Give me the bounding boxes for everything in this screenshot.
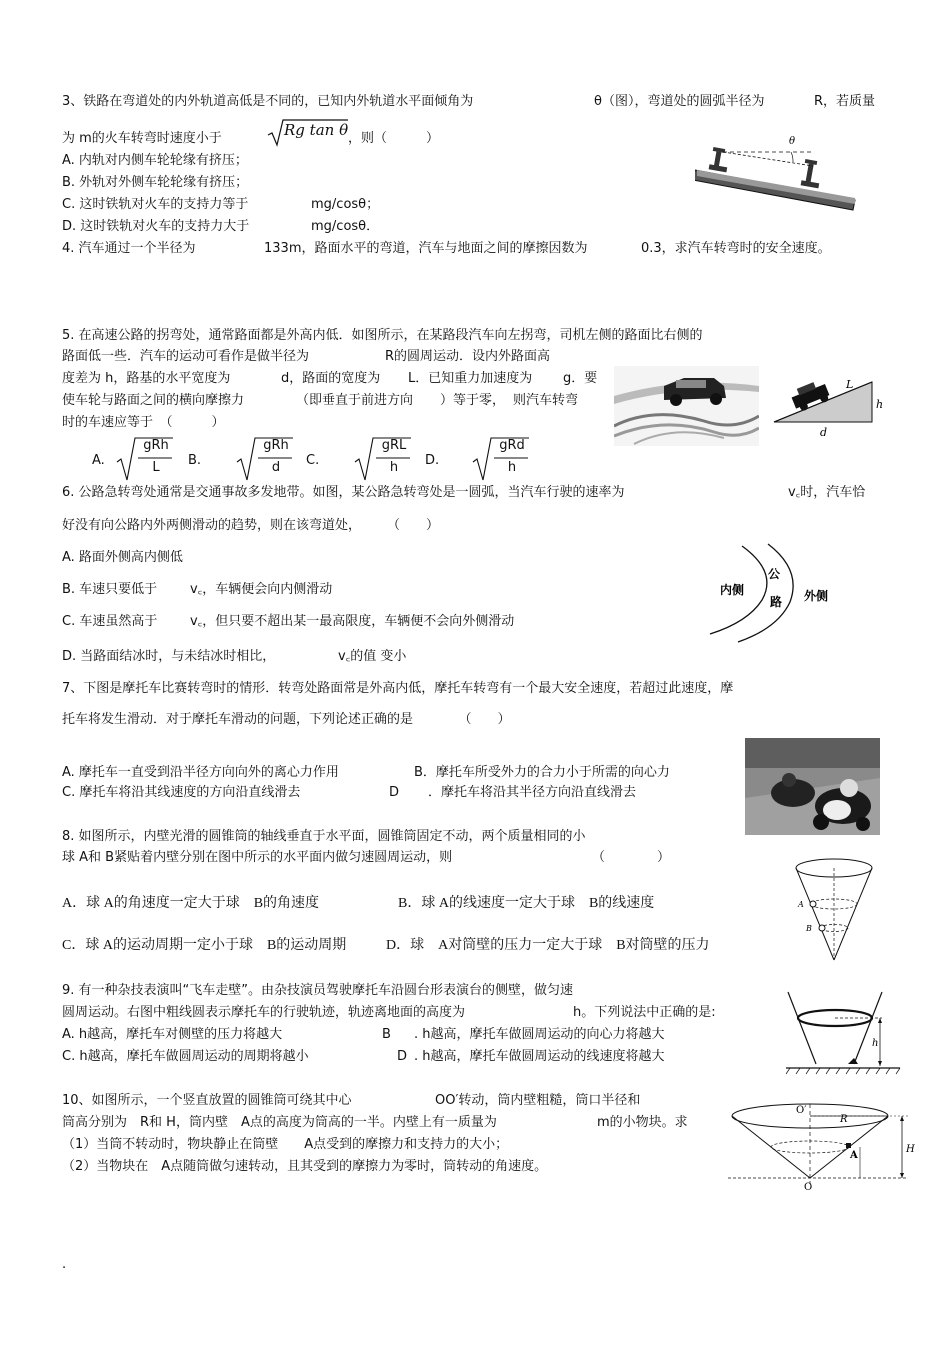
q8-option-b: B．球 A的线速度一定大于球 B的线速度 <box>398 896 655 911</box>
cone-A-label: A <box>798 900 804 909</box>
q3-line1-b: θ（图），弯道处的圆弧半径为 <box>594 94 765 109</box>
q6-option-d-a: D. 当路面结冰时，与未结冰时相比， <box>62 649 276 664</box>
q5-line3-d: g．要 <box>563 371 598 386</box>
q5-line4-a: 使车轮与路面之间的横向摩擦力 <box>62 393 245 408</box>
q3-option-d-a: D. 这时铁轨对火车的支持力大于 <box>62 219 250 234</box>
q5-option-d-label: D. <box>425 453 440 468</box>
rail-theta-label: θ <box>789 136 796 147</box>
q5-line3-c: L．已知重力加速度为 <box>408 371 533 386</box>
q6-line2: 好没有向公路内外两侧滑动的趋势，则在该弯道处， （ ） <box>62 518 440 533</box>
q5-option-a-num: gRh <box>143 438 169 453</box>
q5-line2-b: R的圆周运动．设内外路面高 <box>385 349 551 364</box>
q7-option-a: A. 摩托车一直受到沿半径方向向外的离心力作用 <box>62 765 339 780</box>
q4-b: 133m，路面水平的弯道，汽车与地面之间的摩擦因数为 <box>264 241 588 256</box>
q3-option-a: A. 内轨对内侧车轮轮缘有挤压； <box>62 153 248 168</box>
q4-a: 4. 汽车通过一个半径为 <box>62 241 196 256</box>
cone-H-label: H <box>906 1144 915 1155</box>
q5-line1: 5. 在高速公路的拐弯处，通常路面都是外高内低．如图所示，在某路段汽车向左拐弯，司机左侧的路面比右侧的 <box>62 328 703 343</box>
q9-line2-b: h。下列说法中正确的是: <box>573 1005 716 1020</box>
q6-option-b-b: v꜀，车辆便会向内侧滑动 <box>190 582 333 597</box>
q3-line1-a: 3、铁路在弯道处的内外轨道高低是不同的，已知内外轨道水平面倾角为 <box>62 94 474 109</box>
road-outer-label: 外侧 <box>804 589 829 603</box>
q9-option-b-b: . h越高，摩托车做圆周运动的向心力将越大 <box>414 1027 665 1042</box>
q10-line3: （1）当筒不转动时，物块静止在筒壁 A点受到的摩擦力和支持力的大小； <box>62 1137 509 1152</box>
cone-R-label: R <box>840 1114 848 1125</box>
cone-O-prime-label: O′ <box>796 1105 807 1116</box>
q9-line2-a: 圆周运动。右图中粗线圆表示摩托车的行驶轨迹，轨迹离地面的高度为 <box>62 1005 466 1020</box>
q5-line3-b: d，路面的宽度为 <box>281 371 381 386</box>
q8-option-c: C．球 A的运动周期一定小于球 B的运动周期 <box>62 938 347 953</box>
q9-line1: 9. 有一种杂技表演叫“飞车走壁”。由杂技演员驾驶摩托车沿圆台形表演台的侧壁，做匀速 <box>62 983 574 998</box>
q6-line1-a: 6. 公路急转弯处通常是交通事故多发地带。如图，某公路急转弯处是一圆弧，当汽车行驶的速率为 <box>62 485 625 500</box>
q5-line5: 时的车速应等于 （ ） <box>62 415 225 430</box>
q8-line2-b: （ ） <box>592 850 671 865</box>
cone-figure <box>792 854 876 964</box>
q3-line2-a: 为 m的火车转弯时速度小于 <box>62 131 222 146</box>
q7-option-d-b: ．摩托车将沿其半径方向沿直线滑去 <box>428 785 637 800</box>
q6-option-d-b: v꜀的值 变小 <box>338 649 407 664</box>
q5-option-c-den: h <box>389 460 399 475</box>
cone-B-label: B <box>806 924 812 933</box>
q4-c: 0.3，求汽车转弯时的安全速度。 <box>641 241 831 256</box>
q6-option-b-a: B. 车速只要低于 <box>62 582 158 597</box>
q9-option-d-a: D <box>397 1049 408 1064</box>
q5-option-d-den: h <box>507 460 517 475</box>
q10-line2-a: 筒高分别为 R和 H，筒内壁 A点的高度为筒高的一半。内壁上有一质量为 <box>62 1115 497 1130</box>
q5-option-c-label: C. <box>306 453 320 468</box>
q5-line2-a: 路面低一些．汽车的运动可看作是做半径为 <box>62 349 310 364</box>
q3-option-d-b: mg/cosθ． <box>311 219 380 234</box>
car-turning-photo <box>614 366 759 446</box>
q9-option-b-a: B <box>382 1027 391 1042</box>
q3-option-c-a: C. 这时铁轨对火车的支持力等于 <box>62 197 249 212</box>
road-char-1: 公 <box>768 567 781 581</box>
q6-option-c-b: v꜀，但只要不超出某一最高限度，车辆便不会向外侧滑动 <box>190 614 515 629</box>
wall-ride-h-label: h <box>872 1038 879 1049</box>
q8-option-d: D．球 A对筒壁的压力一定大于球 B对筒壁的压力 <box>386 938 710 953</box>
q5-option-a-label: A. <box>92 453 105 468</box>
q3-option-c-b: mg/cosθ； <box>311 197 380 212</box>
q8-line2-a: 球 A和 B紧贴着内壁分别在图中所示的水平面内做匀速圆周运动，则 <box>62 850 453 865</box>
incline-h-label: h <box>876 398 884 411</box>
q10-line2-b: m的小物块。求 <box>597 1115 688 1130</box>
q3-line1 <box>62 93 473 111</box>
q5-line4-c: ）等于零， <box>440 393 506 408</box>
q5-option-c-num: gRL <box>381 438 407 453</box>
q10-line1-a: 10、如图所示，一个竖直放置的圆锥筒可绕其中心 <box>62 1093 352 1108</box>
q5-option-b-den: d <box>271 460 281 475</box>
q7-option-b: B．摩托车所受外力的合力小于所需的向心力 <box>414 765 670 780</box>
q5-option-b-num: gRh <box>263 438 289 453</box>
q9-option-c: C. h越高，摩托车做圆周运动的周期将越小 <box>62 1049 309 1064</box>
q8-option-a: A．球 A的角速度一定大于球 B的角速度 <box>62 896 320 911</box>
q7-option-c: C. 摩托车将沿其线速度的方向沿直线滑去 <box>62 785 301 800</box>
motorcycle-race-photo <box>745 738 880 835</box>
q3-line1-c: R，若质量 <box>814 94 876 109</box>
q5-line3-a: 度差为 h，路基的水平宽度为 <box>62 371 231 386</box>
cone-O-label: O <box>804 1182 813 1192</box>
rail-track-figure <box>695 130 860 212</box>
rotating-cone-figure <box>728 1100 923 1192</box>
incline-figure <box>764 372 886 442</box>
road-char-2: 路 <box>770 595 783 609</box>
q10-line4: （2）当物块在 A点随筒做匀速转动，且其受到的摩擦力为零时，筒转动的角速度。 <box>62 1159 548 1174</box>
q5-option-b-label: B. <box>188 453 202 468</box>
q7-line2: 托车将发生滑动．对于摩托车滑动的问题，下列论述正确的是 （ ） <box>62 712 511 727</box>
curved-road-figure <box>700 542 850 644</box>
q6-option-c-a: C. 车速虽然高于 <box>62 614 158 629</box>
q5-option-a-den: L <box>152 460 160 475</box>
page-footer-dot: . <box>62 1257 67 1272</box>
q7-option-d-a: D <box>389 785 400 800</box>
q5-line4-d: 则汽车转弯 <box>513 393 579 408</box>
q10-line1-b: OO′转动，筒内壁粗糙，筒口半径和 <box>435 1093 641 1108</box>
incline-L-label: L <box>846 378 854 391</box>
q6-option-a: A. 路面外侧高内侧低 <box>62 550 183 565</box>
q6-line1-b: v꜀时，汽车恰 <box>788 485 866 500</box>
q5-line4-b: （即垂直于前进方向 <box>296 393 414 408</box>
road-inner-label: 内侧 <box>720 583 745 597</box>
wall-ride-figure <box>782 988 902 1078</box>
q7-line1: 7、下图是摩托车比赛转弯时的情形．转弯处路面常是外高内低，摩托车转弯有一个最大安全速度，若超过此速度，摩 <box>62 681 734 696</box>
cone-A-point-label: A <box>850 1150 858 1161</box>
q3-option-b: B. 外轨对外侧车轮轮缘有挤压； <box>62 175 249 190</box>
incline-d-label: d <box>820 426 828 439</box>
q8-line1: 8. 如图所示，内壁光滑的圆锥筒的轴线垂直于水平面，圆锥筒固定不动，两个质量相同的小 <box>62 829 586 844</box>
q5-option-d-num: gRd <box>499 438 525 453</box>
q9-option-d-b: . h越高，摩托车做圆周运动的线速度将越大 <box>414 1049 665 1064</box>
q3-sqrt-expr: Rg tan θ <box>284 121 349 139</box>
q3-line2-b: ，则（ ） <box>348 131 440 146</box>
q9-option-a: A. h越高，摩托车对侧壁的压力将越大 <box>62 1027 283 1042</box>
